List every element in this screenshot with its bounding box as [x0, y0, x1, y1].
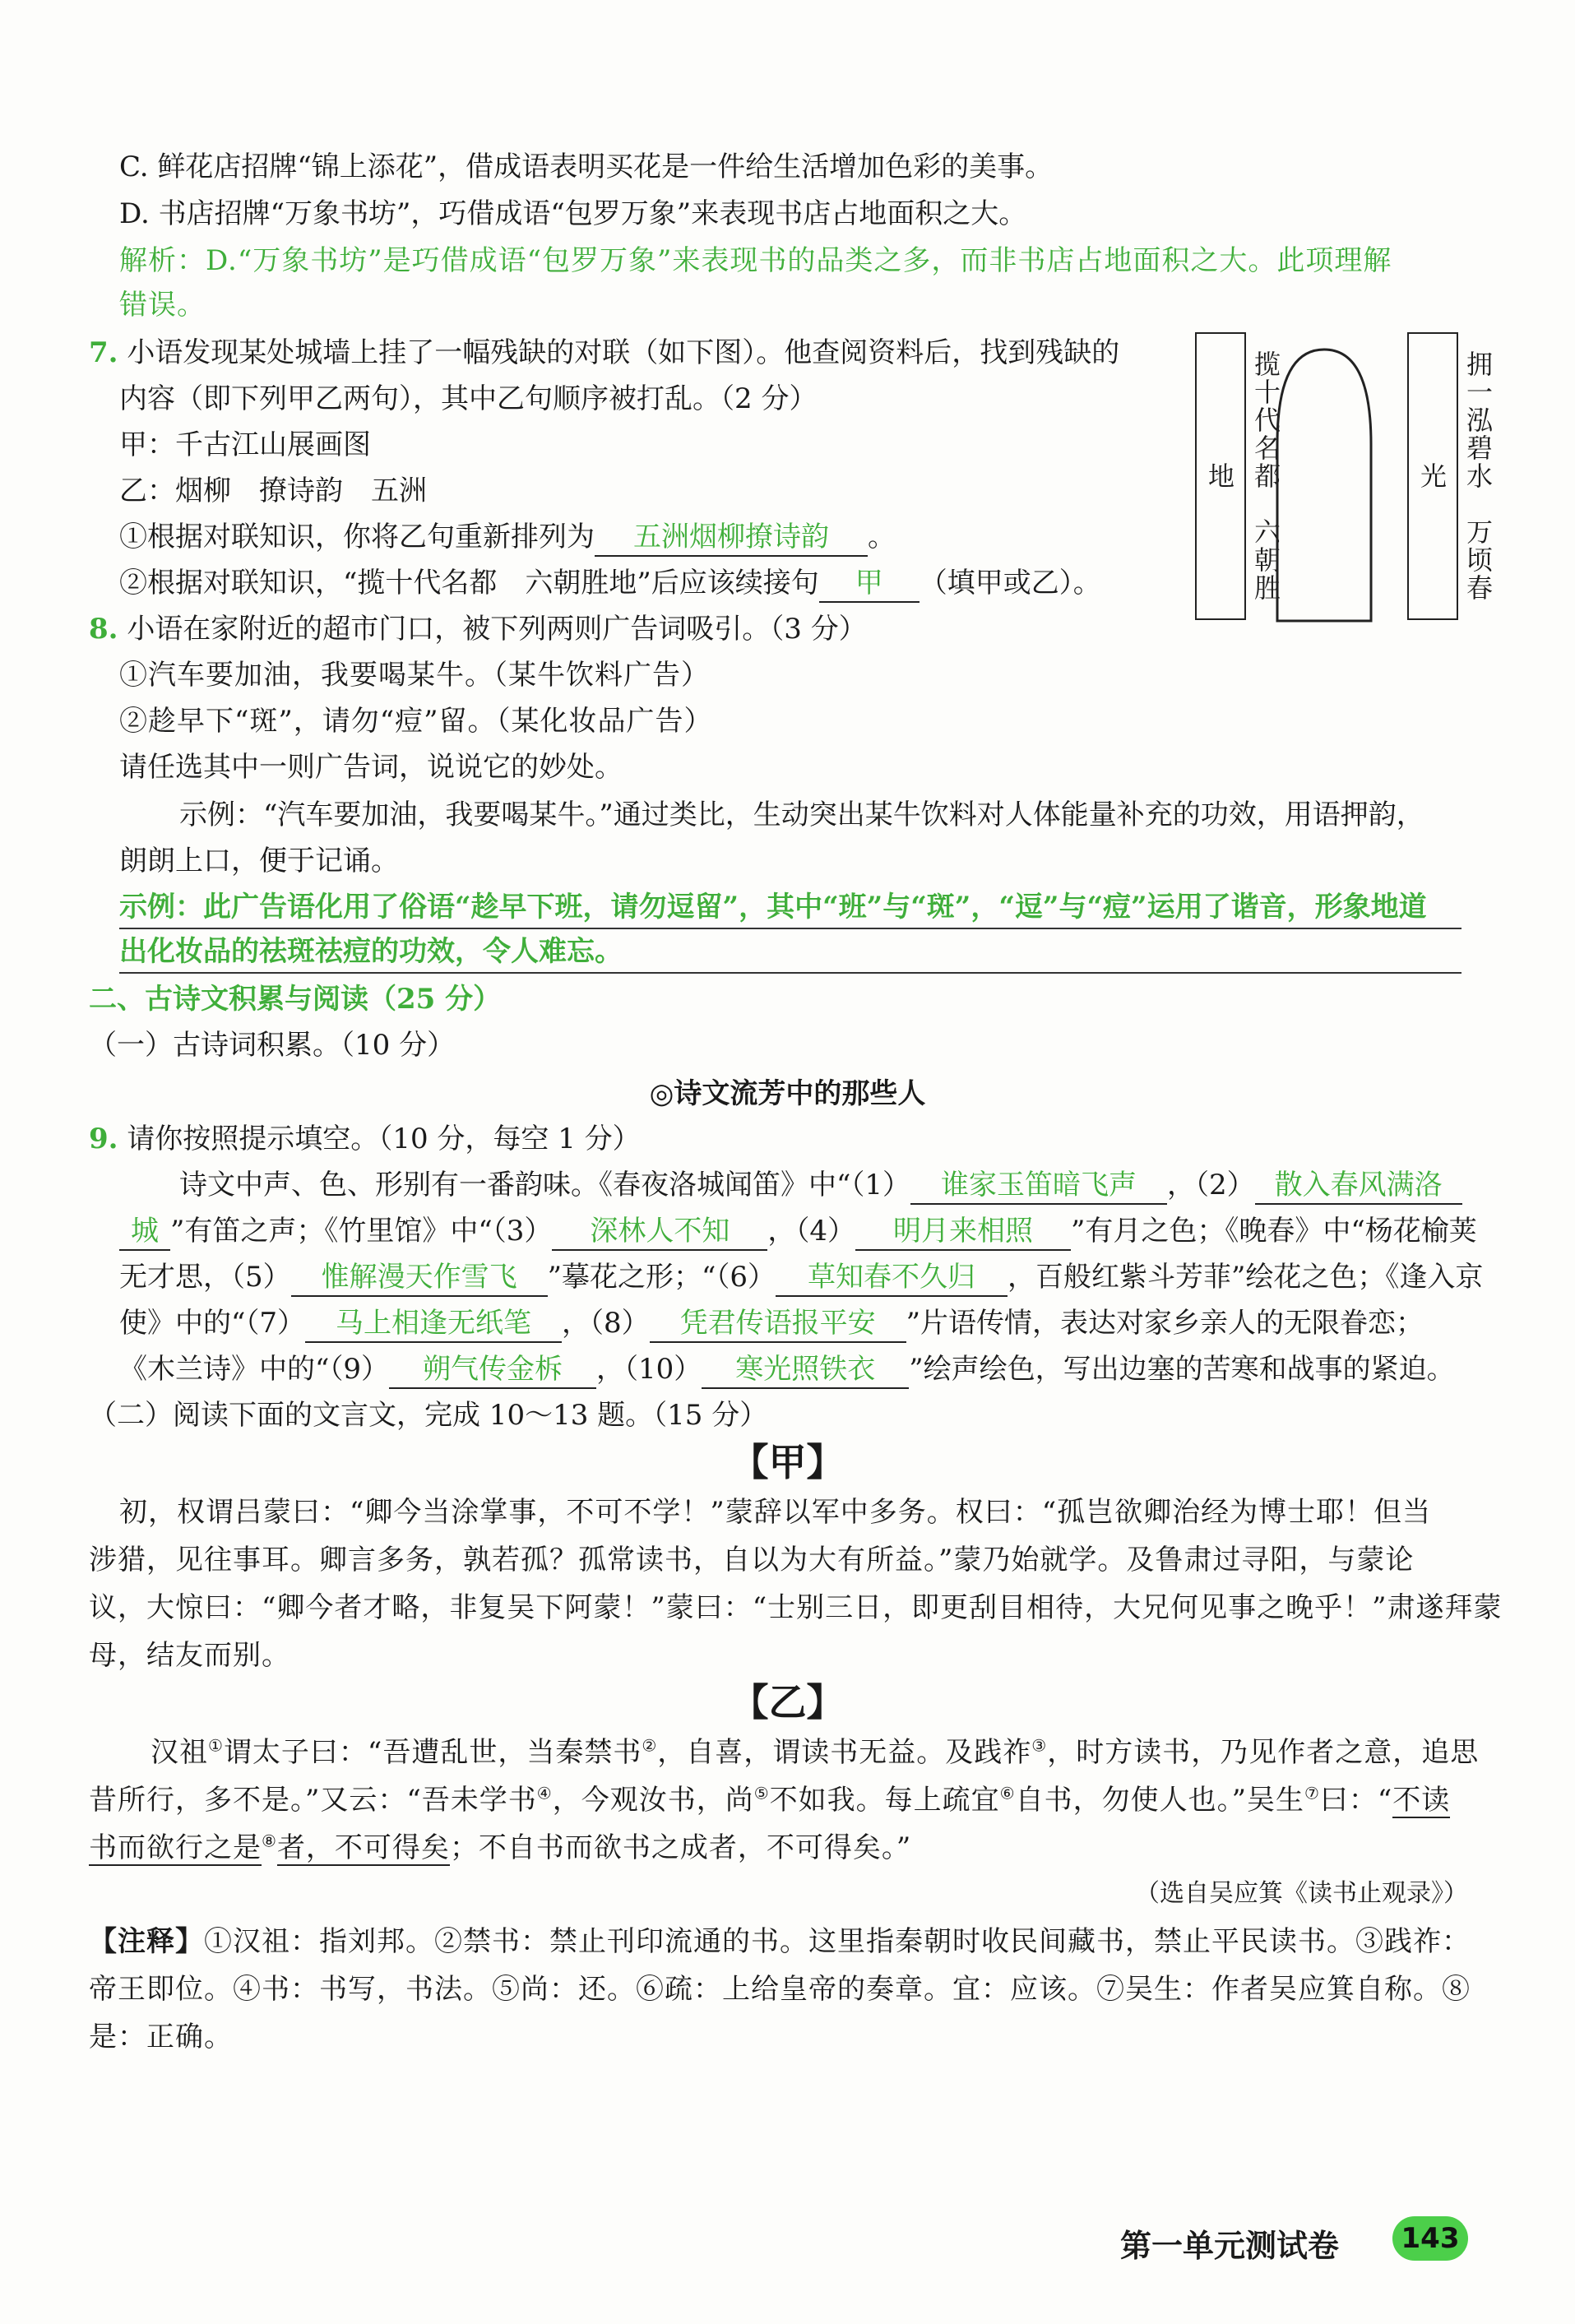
note-ref-2: ②: [642, 1735, 658, 1756]
note-ref-5: ⑤: [753, 1783, 770, 1803]
q7-sub2-blank: [819, 565, 920, 603]
q9-text6: 无才思，（5）: [119, 1261, 291, 1294]
passage-yi-line3: [89, 1827, 911, 1868]
q9-line2: [119, 1211, 1477, 1252]
q9-answer6: 草知春不久归: [808, 1261, 976, 1294]
yi-text2b: ，今观汝书，尚: [552, 1784, 754, 1817]
q9-text4: ，（4）: [767, 1215, 856, 1248]
q6-option-c: C. 鲜花店招牌“锦上添花”，借成语表明买花是一件给生活增加色彩的美事。: [119, 150, 1054, 183]
q8-stem-text: 小语在家附近的超市门口，被下列两则广告词吸引。（3 分）: [127, 613, 867, 646]
section2-topic: ◎诗文流芳中的那些人: [649, 1077, 926, 1110]
q7-sub2-answer: 甲: [855, 567, 883, 600]
q9-blank4: [855, 1213, 1071, 1251]
notes-text1: ①汉祖：指刘邦。②禁书：禁止刊印流通的书。这里指秦朝时收民间藏书，禁止平民读书。③践祚：: [204, 1925, 1471, 1958]
q9-answer2a: 散入春风满洛: [1274, 1169, 1443, 1201]
q9-answer10: 寒光照铁衣: [735, 1353, 876, 1386]
page-number: 143: [1392, 2216, 1468, 2261]
section2-sub1: （一）古诗词积累。（10 分）: [89, 1029, 456, 1062]
couplet-blank-scroll: [1271, 345, 1378, 625]
yi-text1c: ，自喜，谓读书无益。及践祚: [657, 1736, 1032, 1769]
q9-blank9: [389, 1351, 596, 1389]
q9-text13: ，（10）: [596, 1353, 702, 1386]
q9-text7: ”摹花之形；“（6）: [547, 1261, 776, 1294]
q9-text12: 《木兰诗》中的“（9）: [119, 1353, 390, 1386]
q8-number: 8.: [89, 613, 118, 646]
passage-jia-line2: 涉猎，见往事耳。卿言多务，孰若孤？孤常读书，自以为大有所益。”蒙乃始就学。及鲁肃过寻阳，与蒙论: [89, 1544, 1415, 1576]
q8-ad2: ②趁早下“斑”，请勿“痘”留。（某化妆品广告）: [119, 705, 713, 738]
yi-text3a-underlined: 书而欲行之是: [89, 1831, 262, 1864]
yi-text1a: 汉祖: [151, 1736, 208, 1769]
couplet-right-text: 拥一泓碧水 万顷春光: [1416, 350, 1494, 602]
q9-blank1: [910, 1167, 1167, 1205]
q9-answer4: 明月来相照: [893, 1215, 1034, 1248]
q6-analysis-line1: 解析：D.“万象书坊”是巧借成语“包罗万象”来表现书的品类之多，而非书店占地面积之大。此项理解: [119, 244, 1392, 277]
q9-answer5: 惟解漫天作雪飞: [321, 1261, 517, 1294]
q9-blank10: [702, 1351, 909, 1389]
note-ref-4: ④: [536, 1783, 553, 1803]
notes-line1: [89, 1921, 1471, 1962]
q9-text2: ，（2）: [1167, 1169, 1255, 1201]
q8-ask: 请任选其中一则广告词，说说它的妙处。: [119, 751, 623, 784]
q7-sub2-end: （填甲或乙）。: [919, 567, 1101, 600]
passage-source: （选自吴应箕《读书止观录》）: [1135, 1879, 1468, 1908]
yi-text3b-underlined: 者，不可得矣: [276, 1831, 450, 1864]
q7-sub1-prompt: ①根据对联知识，你将乙句重新排列为: [119, 521, 595, 553]
q9-blank2a: [1255, 1167, 1462, 1205]
q9-text1: 诗文中声、色、形别有一番韵味。《春夜洛城闻笛》中“（1）: [179, 1169, 911, 1201]
q7-number: 7.: [89, 336, 118, 369]
q9-blank6: [776, 1259, 1008, 1297]
q9-text5: ”有月之色；《晚春》中“杨花榆荚: [1071, 1215, 1477, 1248]
q9-text11: ”片语传情，表达对家乡亲人的无限眷恋；: [906, 1307, 1424, 1340]
notes-line2: 帝王即位。④书：书写，书法。⑤尚：还。⑥疏：上给皇帝的奏章。宜：应该。⑦吴生：作者吴应箕自称。⑧: [89, 1973, 1471, 2006]
q7-sub2: [119, 562, 1101, 604]
q9-stem-text: 请你按照提示填空。（10 分，每空 1 分）: [127, 1123, 641, 1155]
passage-jia-title: 【甲】: [730, 1440, 845, 1484]
couplet-right-scroll: [1407, 332, 1494, 620]
q7-stem-line1: [89, 332, 1119, 373]
q7-sub2-prompt: ②根据对联知识，“揽十代名都 六朝胜地”后应该续接句: [119, 567, 819, 600]
q9-answer2b: 城: [131, 1215, 159, 1248]
q9-answer3: 深林人不知: [590, 1215, 730, 1248]
section2-title: 二、古诗文积累与阅读（25 分）: [89, 983, 502, 1016]
q6-analysis-line2: 错误。: [119, 289, 206, 322]
q6-option-d: D. 书店招牌“万象书坊”，巧借成语“包罗万象”来表现书店占地面积之大。: [119, 197, 1027, 230]
passage-yi-title: 【乙】: [730, 1680, 845, 1724]
note-ref-3: ③: [1031, 1735, 1048, 1756]
notes-label: 【注释】: [89, 1925, 204, 1958]
q8-answer-line1: 示例：此广告语化用了俗语“趁早下班，请勿逗留”，其中“班”与“斑”，“逗”与“痘”运用了谐音，形象地道: [119, 887, 1462, 929]
note-ref-1: ①: [208, 1735, 224, 1756]
q9-text10: ，（8）: [562, 1307, 650, 1340]
q9-blank2b: [119, 1213, 170, 1251]
q9-text3: ”有笛之声；《竹里馆》中“（3）: [170, 1215, 553, 1248]
yi-text1d: ，时方读书，乃见作者之意，追思: [1047, 1736, 1480, 1769]
q7-stem-text1: 小语发现某处城墙上挂了一幅残缺的对联（如下图）。他查阅资料后，找到残缺的: [127, 336, 1120, 369]
section2-sub2: （二）阅读下面的文言文，完成 10～13 题。（15 分）: [89, 1399, 768, 1432]
note-ref-8: ⑧: [262, 1831, 277, 1851]
q9-line1: [179, 1164, 1462, 1206]
q9-answer9: 朔气传金柝: [423, 1353, 563, 1386]
passage-yi-line1: [151, 1732, 1479, 1773]
q9-blank3: [552, 1213, 767, 1251]
q9-text9: 使》中的“（7）: [119, 1307, 306, 1340]
q8-stem: [89, 609, 867, 650]
q7-yi: 乙：烟柳 撩诗韵 五洲: [119, 475, 427, 507]
yi-text3c: ；不自书而欲书之成者，不可得矣。”: [449, 1831, 912, 1864]
q7-sub1-answer: 五洲烟柳撩诗韵: [633, 521, 829, 553]
footer-unit-title: 第一单元测试卷: [1120, 2228, 1340, 2264]
q8-ad1: ①汽车要加油，我要喝某牛。（某牛饮料广告）: [119, 659, 710, 692]
passage-jia-line4: 母，结友而别。: [89, 1639, 290, 1672]
yi-text2a: 昔所行，多不是。”又云：“吾未学书: [89, 1784, 537, 1817]
q9-answer7: 马上相逢无纸笔: [336, 1307, 532, 1340]
note-ref-7: ⑦: [1304, 1783, 1320, 1803]
q8-example-line2: 朗朗上口，便于记诵。: [119, 845, 399, 877]
q9-line4: [119, 1303, 1424, 1344]
note-ref-6: ⑥: [999, 1783, 1016, 1803]
q9-answer1: 谁家玉笛暗飞声: [941, 1169, 1137, 1201]
q9-line3: [119, 1257, 1483, 1298]
q9-blank5: [291, 1259, 548, 1297]
yi-text1b: 谓太子曰：“吾遭乱世，当秦禁书: [223, 1736, 642, 1769]
q7-sub1-end: 。: [868, 521, 896, 553]
couplet-left-text: 揽十代名都 六朝胜地: [1204, 350, 1281, 602]
q8-answer-line2: 出化妆品的祛斑祛痘的功效，令人难忘。: [119, 931, 1462, 974]
q7-stem-line2: 内容（即下列甲乙两句），其中乙句顺序被打乱。（2 分）: [119, 382, 818, 415]
yi-text2d: 自书，勿使人也。”吴生: [1015, 1784, 1304, 1817]
q7-jia: 甲：千古江山展画图: [119, 428, 371, 461]
q9-text8: ，百般红紫斗芳菲”绘花之色；《逢入京: [1008, 1261, 1484, 1294]
q7-sub1: [119, 516, 896, 558]
q9-blank7: [305, 1305, 562, 1343]
q7-sub1-blank: [595, 519, 868, 557]
q9-text14: ”绘声绘色，写出边塞的苦寒和战事的紧迫。: [909, 1353, 1455, 1386]
q8-example-line1: 示例：“汽车要加油，我要喝某牛。”通过类比，生动突出某牛饮料对人体能量补充的功效，用语押韵，: [179, 799, 1424, 831]
passage-jia-line1: 初，权谓吕蒙曰：“卿今当涂掌事，不可不学！”蒙辞以军中多务。权曰：“孤岂欲卿治经为博士耶！但当: [119, 1496, 1432, 1529]
passage-jia-line3: 议，大惊曰：“卿今者才略，非复吴下阿蒙！”蒙曰：“士别三日，即更刮目相待，大兄何见事之晚乎！”肃遂拜蒙: [89, 1591, 1503, 1624]
yi-text2c: 不如我。每上疏宜: [769, 1784, 1000, 1817]
q9-line5: [119, 1349, 1455, 1390]
yi-text2f-underlined: 不读: [1392, 1784, 1451, 1817]
q9-number: 9.: [89, 1123, 118, 1155]
couplet-left-scroll: [1195, 332, 1281, 620]
q9-stem: [89, 1118, 641, 1160]
passage-yi-line2: [89, 1780, 1450, 1821]
notes-line3: 是：正确。: [89, 2021, 233, 2053]
yi-text2e: 曰：“: [1319, 1784, 1393, 1817]
q9-answer8: 凭君传语报平安: [679, 1307, 876, 1340]
q9-blank8: [650, 1305, 906, 1343]
